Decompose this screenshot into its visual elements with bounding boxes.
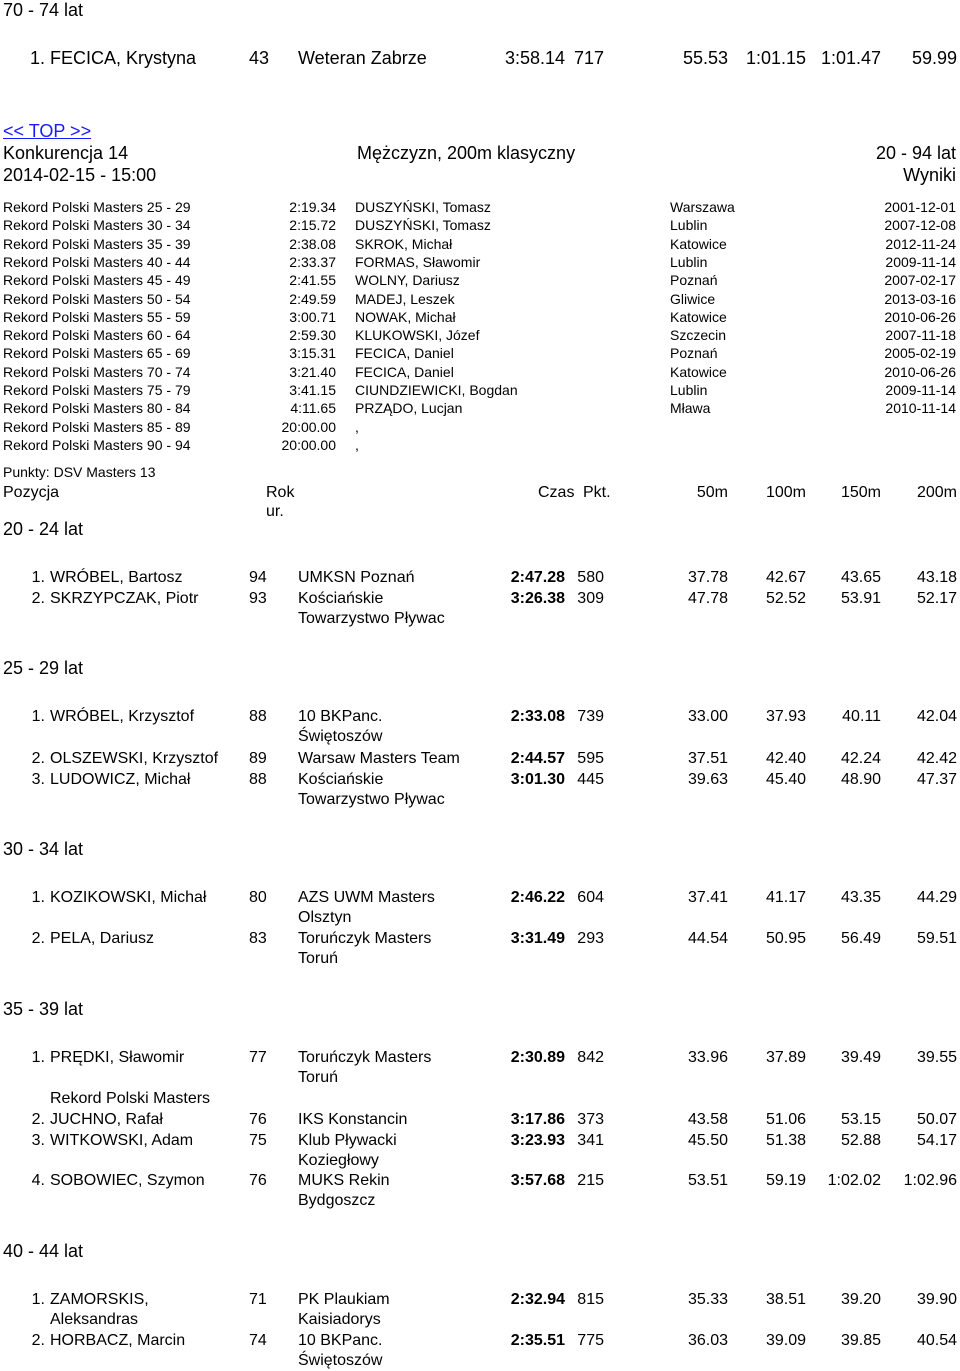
place: 3. bbox=[31, 1132, 45, 1149]
col-150m: 150m bbox=[840, 484, 881, 501]
record-holder: WOLNY, Dariusz bbox=[355, 272, 460, 289]
place: 1. bbox=[31, 569, 45, 586]
club-name-line2: Towarzystwo Pływac bbox=[298, 610, 445, 627]
points: 815 bbox=[577, 1291, 604, 1308]
split-200m: 59.99 bbox=[911, 48, 957, 68]
record-time: 2:15.72 bbox=[289, 217, 336, 234]
split-150m: 39.85 bbox=[840, 1332, 881, 1349]
split-100m: 37.93 bbox=[765, 708, 806, 725]
record-holder: SKROK, Michał bbox=[355, 235, 453, 252]
club-name: PK Plaukiam bbox=[298, 1291, 390, 1308]
split-50m: 33.00 bbox=[687, 708, 728, 725]
points: 717 bbox=[573, 48, 604, 68]
record-date: 2001-12-01 bbox=[884, 199, 956, 215]
split-200m: 44.29 bbox=[916, 889, 957, 906]
record-date: 2010-11-14 bbox=[885, 400, 956, 417]
split-200m: 43.18 bbox=[916, 569, 957, 586]
col-time: Czas bbox=[538, 484, 575, 501]
result-row bbox=[0, 48, 960, 69]
record-row bbox=[0, 382, 960, 400]
birth-year: 75 bbox=[249, 1132, 267, 1149]
club-name-line2: Towarzystwo Pływac bbox=[298, 791, 445, 808]
record-holder: , bbox=[355, 436, 359, 453]
result-row bbox=[0, 707, 960, 745]
record-label: Rekord Polski Masters 60 - 64 bbox=[3, 327, 191, 344]
record-row bbox=[0, 309, 960, 327]
result-row bbox=[0, 770, 960, 808]
record-label: Rekord Polski Masters 65 - 69 bbox=[3, 345, 191, 362]
record-city: Lublin bbox=[670, 253, 708, 270]
club-name: Toruńczyk Masters bbox=[298, 930, 432, 947]
split-150m: 53.91 bbox=[840, 590, 881, 607]
col-points: Pkt. bbox=[583, 484, 611, 501]
birth-year: 77 bbox=[249, 1049, 267, 1066]
age-range: 20 - 94 lat bbox=[875, 143, 956, 163]
birth-year: 71 bbox=[249, 1291, 267, 1308]
birth-year: 80 bbox=[249, 889, 267, 906]
record-label: Rekord Polski Masters 70 - 74 bbox=[3, 363, 191, 380]
points-note: Punkty: DSV Masters 13 bbox=[3, 464, 156, 480]
place: 2. bbox=[31, 930, 45, 947]
split-50m: 37.41 bbox=[687, 889, 728, 906]
split-200m: 39.55 bbox=[916, 1049, 957, 1066]
col-100m: 100m bbox=[765, 484, 806, 501]
swimmer-name-line2: Aleksandras bbox=[50, 1311, 139, 1328]
points: 215 bbox=[577, 1172, 604, 1189]
birth-year: 43 bbox=[249, 48, 270, 68]
split-150m: 52.88 bbox=[840, 1132, 881, 1149]
record-row bbox=[0, 236, 960, 254]
final-time: 3:57.68 bbox=[510, 1172, 565, 1189]
final-time: 3:17.86 bbox=[510, 1111, 565, 1128]
record-row bbox=[0, 291, 960, 309]
split-200m: 50.07 bbox=[916, 1111, 957, 1128]
birth-year: 74 bbox=[249, 1332, 267, 1349]
split-200m: 39.90 bbox=[916, 1291, 957, 1308]
record-date: 2007-11-18 bbox=[885, 327, 956, 344]
place: 3. bbox=[31, 771, 45, 788]
age-group-label: 30 - 34 lat bbox=[3, 839, 84, 859]
swimmer-name: SOBOWIEC, Szymon bbox=[50, 1172, 205, 1189]
col-year-suffix: ur. bbox=[266, 503, 284, 520]
results-status: Wyniki bbox=[903, 165, 956, 185]
swimmer-name: JUCHNO, Rafał bbox=[50, 1111, 163, 1128]
age-group-label: 20 - 24 lat bbox=[3, 519, 84, 539]
place: 1. bbox=[31, 889, 45, 906]
split-100m: 37.89 bbox=[765, 1049, 806, 1066]
points: 595 bbox=[577, 750, 604, 767]
club-name-line2: Olsztyn bbox=[298, 909, 352, 926]
club-name-line2: Toruń bbox=[298, 1069, 339, 1086]
record-date: 2005-02-19 bbox=[884, 345, 956, 362]
record-label: Rekord Polski Masters 45 - 49 bbox=[3, 272, 191, 289]
final-time: 2:47.28 bbox=[510, 569, 565, 586]
club-name-line2: Bydgoszcz bbox=[298, 1192, 376, 1209]
split-100m: 59.19 bbox=[765, 1172, 806, 1189]
record-city: Lublin bbox=[670, 217, 708, 234]
place: 2. bbox=[31, 590, 45, 607]
record-time: 2:41.55 bbox=[289, 272, 336, 289]
club-name: Kościańskie bbox=[298, 771, 384, 788]
points: 604 bbox=[577, 889, 604, 906]
birth-year: 88 bbox=[249, 771, 267, 788]
birth-year: 88 bbox=[249, 708, 267, 725]
split-100m: 38.51 bbox=[765, 1291, 806, 1308]
place: 1. bbox=[31, 1049, 45, 1066]
record-date: 2009-11-14 bbox=[885, 253, 956, 270]
club-name: Warsaw Masters Team bbox=[298, 750, 460, 767]
club-name: 10 BKPanc. bbox=[298, 1332, 383, 1349]
record-note: Rekord Polski Masters bbox=[50, 1090, 211, 1107]
points: 739 bbox=[577, 708, 604, 725]
record-date: 2010-06-26 bbox=[884, 363, 956, 380]
swimmer-name: OLSZEWSKI, Krzysztof bbox=[50, 750, 219, 767]
age-group-label: 25 - 29 lat bbox=[3, 658, 84, 678]
split-100m: 42.67 bbox=[765, 569, 806, 586]
record-city: Gliwice bbox=[670, 290, 716, 307]
birth-year: 89 bbox=[249, 750, 267, 767]
record-row bbox=[0, 254, 960, 272]
club-name-line2: Kaisiadorys bbox=[298, 1311, 381, 1328]
record-city: Warszawa bbox=[670, 199, 735, 215]
record-row bbox=[0, 327, 960, 345]
record-date: 2012-11-24 bbox=[885, 235, 956, 252]
col-200m: 200m bbox=[916, 484, 957, 501]
club-name: UMKSN Poznań bbox=[298, 569, 415, 586]
record-date: 2010-06-26 bbox=[884, 308, 956, 325]
record-row bbox=[0, 364, 960, 382]
swimmer-name: ZAMORSKIS, bbox=[50, 1291, 149, 1308]
record-city: Poznań bbox=[670, 272, 718, 289]
split-150m: 56.49 bbox=[840, 930, 881, 947]
points: 580 bbox=[577, 569, 604, 586]
final-time: 2:30.89 bbox=[510, 1049, 565, 1066]
split-150m: 53.15 bbox=[840, 1111, 881, 1128]
record-time: 2:19.34 bbox=[289, 199, 336, 215]
record-row bbox=[0, 437, 960, 455]
place: 1. bbox=[29, 48, 45, 68]
points: 293 bbox=[577, 930, 604, 947]
record-row bbox=[0, 419, 960, 437]
final-time: 3:58.14 bbox=[504, 48, 565, 68]
split-200m: 59.51 bbox=[916, 930, 957, 947]
record-holder: DUSZYŃSKI, Tomasz bbox=[355, 217, 491, 234]
split-50m: 43.58 bbox=[687, 1111, 728, 1128]
split-150m: 39.20 bbox=[840, 1291, 881, 1308]
record-date: 2007-02-17 bbox=[884, 272, 956, 289]
record-holder: MADEJ, Leszek bbox=[355, 290, 455, 307]
result-row bbox=[0, 568, 960, 589]
result-row bbox=[0, 1048, 960, 1107]
club-name: Kościańskie bbox=[298, 590, 384, 607]
club-name: IKS Konstancin bbox=[298, 1111, 408, 1128]
record-city: Mława bbox=[670, 400, 711, 417]
split-150m: 1:01.47 bbox=[820, 48, 881, 68]
col-50m: 50m bbox=[696, 484, 728, 501]
record-time: 3:21.40 bbox=[289, 363, 336, 380]
swimmer-name: LUDOWICZ, Michał bbox=[50, 771, 191, 788]
birth-year: 76 bbox=[249, 1111, 267, 1128]
split-200m: 42.04 bbox=[916, 708, 957, 725]
club-name-line2: Toruń bbox=[298, 950, 339, 967]
swimmer-name: PELA, Dariusz bbox=[50, 930, 155, 947]
record-row bbox=[0, 199, 960, 217]
swimmer-name: WRÓBEL, Krzysztof bbox=[50, 708, 195, 725]
result-row bbox=[0, 1131, 960, 1169]
place: 2. bbox=[31, 750, 45, 767]
split-100m: 52.52 bbox=[765, 590, 806, 607]
split-100m: 51.06 bbox=[765, 1111, 806, 1128]
split-200m: 52.17 bbox=[916, 590, 957, 607]
place: 1. bbox=[31, 1291, 45, 1308]
record-city: Katowice bbox=[670, 363, 727, 380]
record-city: Szczecin bbox=[670, 327, 727, 344]
points: 775 bbox=[577, 1332, 604, 1349]
result-row bbox=[0, 1331, 960, 1369]
swimmer-name: FECICA, Krystyna bbox=[50, 48, 197, 68]
record-row bbox=[0, 272, 960, 290]
record-holder: FECICA, Daniel bbox=[355, 345, 454, 362]
split-200m: 1:02.96 bbox=[903, 1172, 957, 1189]
split-200m: 54.17 bbox=[916, 1132, 957, 1149]
record-time: 20:00.00 bbox=[281, 418, 336, 435]
points: 373 bbox=[577, 1111, 604, 1128]
record-holder: NOWAK, Michał bbox=[355, 308, 456, 325]
split-100m: 51.38 bbox=[765, 1132, 806, 1149]
split-150m: 40.11 bbox=[842, 708, 881, 725]
record-time: 3:00.71 bbox=[289, 308, 336, 325]
split-150m: 43.35 bbox=[840, 889, 881, 906]
event-title: Mężczyzn, 200m klasyczny bbox=[357, 143, 576, 163]
swimmer-name: WRÓBEL, Bartosz bbox=[50, 569, 183, 586]
record-label: Rekord Polski Masters 35 - 39 bbox=[3, 235, 191, 252]
split-200m: 47.37 bbox=[916, 771, 957, 788]
record-row bbox=[0, 345, 960, 363]
record-date: 2007-12-08 bbox=[884, 217, 956, 234]
col-position: Pozycja bbox=[3, 484, 60, 501]
result-row bbox=[0, 929, 960, 967]
record-label: Rekord Polski Masters 30 - 34 bbox=[3, 217, 191, 234]
club-name: Toruńczyk Masters bbox=[298, 1049, 432, 1066]
col-year: Rok bbox=[266, 484, 295, 501]
split-100m: 39.09 bbox=[765, 1332, 806, 1349]
club-name-line2: Świętoszów bbox=[298, 728, 383, 745]
record-label: Rekord Polski Masters 25 - 29 bbox=[3, 199, 191, 215]
record-time: 2:38.08 bbox=[289, 235, 336, 252]
record-time: 3:15.31 bbox=[289, 345, 336, 362]
birth-year: 94 bbox=[249, 569, 267, 586]
split-150m: 42.24 bbox=[840, 750, 881, 767]
birth-year: 76 bbox=[249, 1172, 267, 1189]
final-time: 2:44.57 bbox=[510, 750, 565, 767]
split-200m: 40.54 bbox=[916, 1332, 957, 1349]
record-label: Rekord Polski Masters 40 - 44 bbox=[3, 253, 191, 270]
split-50m: 44.54 bbox=[687, 930, 728, 947]
record-holder: , bbox=[355, 418, 359, 435]
record-time: 20:00.00 bbox=[281, 436, 336, 453]
record-holder: FORMAS, Sławomir bbox=[355, 253, 481, 270]
birth-year: 93 bbox=[249, 590, 267, 607]
split-50m: 36.03 bbox=[687, 1332, 728, 1349]
club-name: Klub Pływacki bbox=[298, 1132, 397, 1149]
record-city: Katowice bbox=[670, 308, 727, 325]
result-row bbox=[0, 589, 960, 627]
club-name: AZS UWM Masters bbox=[298, 889, 435, 906]
results-header bbox=[0, 483, 960, 523]
record-time: 4:11.65 bbox=[290, 400, 336, 417]
club-name-line2: Koziegłowy bbox=[298, 1152, 379, 1169]
split-100m: 1:01.15 bbox=[745, 48, 806, 68]
age-group-label: 35 - 39 lat bbox=[3, 999, 84, 1019]
final-time: 2:33.08 bbox=[510, 708, 565, 725]
record-time: 2:59.30 bbox=[289, 327, 336, 344]
points: 445 bbox=[577, 771, 604, 788]
split-50m: 35.33 bbox=[687, 1291, 728, 1308]
record-time: 2:33.37 bbox=[289, 253, 336, 270]
final-time: 2:46.22 bbox=[510, 889, 565, 906]
record-label: Rekord Polski Masters 55 - 59 bbox=[3, 308, 191, 325]
age-group-label: 40 - 44 lat bbox=[3, 1241, 84, 1261]
split-50m: 39.63 bbox=[687, 771, 728, 788]
swimmer-name: SKRZYPCZAK, Piotr bbox=[50, 590, 199, 607]
place: 2. bbox=[31, 1111, 45, 1128]
birth-year: 83 bbox=[249, 930, 267, 947]
final-time: 2:32.94 bbox=[510, 1291, 565, 1308]
place: 1. bbox=[31, 708, 45, 725]
final-time: 3:26.38 bbox=[510, 590, 565, 607]
record-label: Rekord Polski Masters 90 - 94 bbox=[3, 436, 191, 453]
split-50m: 47.78 bbox=[687, 590, 728, 607]
result-row bbox=[0, 888, 960, 926]
club-name: MUKS Rekin bbox=[298, 1172, 390, 1189]
result-row bbox=[0, 1171, 960, 1209]
record-city: Katowice bbox=[670, 235, 727, 252]
split-100m: 41.17 bbox=[765, 889, 806, 906]
swimmer-name: KOZIKOWSKI, Michał bbox=[50, 889, 207, 906]
split-50m: 37.51 bbox=[687, 750, 728, 767]
event-number: Konkurencja 14 bbox=[3, 143, 129, 163]
final-time: 3:23.93 bbox=[510, 1132, 565, 1149]
record-holder: PRZĄDO, Lucjan bbox=[355, 400, 463, 417]
final-time: 2:35.51 bbox=[510, 1332, 565, 1349]
points: 309 bbox=[577, 590, 604, 607]
split-100m: 45.40 bbox=[765, 771, 806, 788]
split-150m: 43.65 bbox=[840, 569, 881, 586]
record-label: Rekord Polski Masters 85 - 89 bbox=[3, 418, 191, 435]
result-row bbox=[0, 1110, 960, 1131]
record-date: 2009-11-14 bbox=[885, 382, 956, 398]
split-50m: 53.51 bbox=[687, 1172, 728, 1189]
place: 2. bbox=[31, 1332, 45, 1349]
split-50m: 55.53 bbox=[682, 48, 728, 68]
split-150m: 48.90 bbox=[840, 771, 881, 788]
record-label: Rekord Polski Masters 50 - 54 bbox=[3, 290, 191, 307]
split-50m: 33.96 bbox=[687, 1049, 728, 1066]
record-row bbox=[0, 217, 960, 235]
age-group-label: 70 - 74 lat bbox=[3, 0, 84, 20]
split-50m: 37.78 bbox=[687, 569, 728, 586]
result-row bbox=[0, 1290, 960, 1328]
record-time: 2:49.59 bbox=[289, 290, 336, 307]
record-city: Poznań bbox=[670, 345, 718, 362]
swimmer-name: WITKOWSKI, Adam bbox=[50, 1132, 194, 1149]
record-holder: KLUKOWSKI, Józef bbox=[355, 327, 480, 344]
record-label: Rekord Polski Masters 80 - 84 bbox=[3, 400, 191, 417]
record-city: Lublin bbox=[670, 382, 708, 398]
club-name-line2: Świętoszów bbox=[298, 1352, 383, 1369]
swimmer-name: PRĘDKI, Sławomir bbox=[50, 1049, 185, 1066]
split-50m: 45.50 bbox=[687, 1132, 728, 1149]
split-100m: 42.40 bbox=[765, 750, 806, 767]
split-100m: 50.95 bbox=[765, 930, 806, 947]
club-name: Weteran Zabrze bbox=[298, 48, 427, 68]
split-150m: 39.49 bbox=[840, 1049, 881, 1066]
club-name: 10 BKPanc. bbox=[298, 708, 383, 725]
record-date: 2013-03-16 bbox=[884, 290, 956, 307]
record-row bbox=[0, 400, 960, 418]
result-row bbox=[0, 749, 960, 770]
record-holder: DUSZYŃSKI, Tomasz bbox=[355, 199, 491, 215]
split-200m: 42.42 bbox=[916, 750, 957, 767]
split-150m: 1:02.02 bbox=[827, 1172, 881, 1189]
final-time: 3:31.49 bbox=[510, 930, 565, 947]
record-holder: CIUNDZIEWICKI, Bogdan bbox=[355, 382, 518, 398]
points: 842 bbox=[577, 1049, 604, 1066]
event-datetime: 2014-02-15 - 15:00 bbox=[3, 165, 157, 185]
record-label: Rekord Polski Masters 75 - 79 bbox=[3, 382, 191, 398]
place: 4. bbox=[31, 1172, 45, 1189]
final-time: 3:01.30 bbox=[510, 771, 565, 788]
swimmer-name: HORBACZ, Marcin bbox=[50, 1332, 186, 1349]
record-holder: FECICA, Daniel bbox=[355, 363, 454, 380]
top-link[interactable]: << TOP >> bbox=[3, 121, 92, 141]
points: 341 bbox=[577, 1132, 604, 1149]
record-time: 3:41.15 bbox=[289, 382, 336, 398]
